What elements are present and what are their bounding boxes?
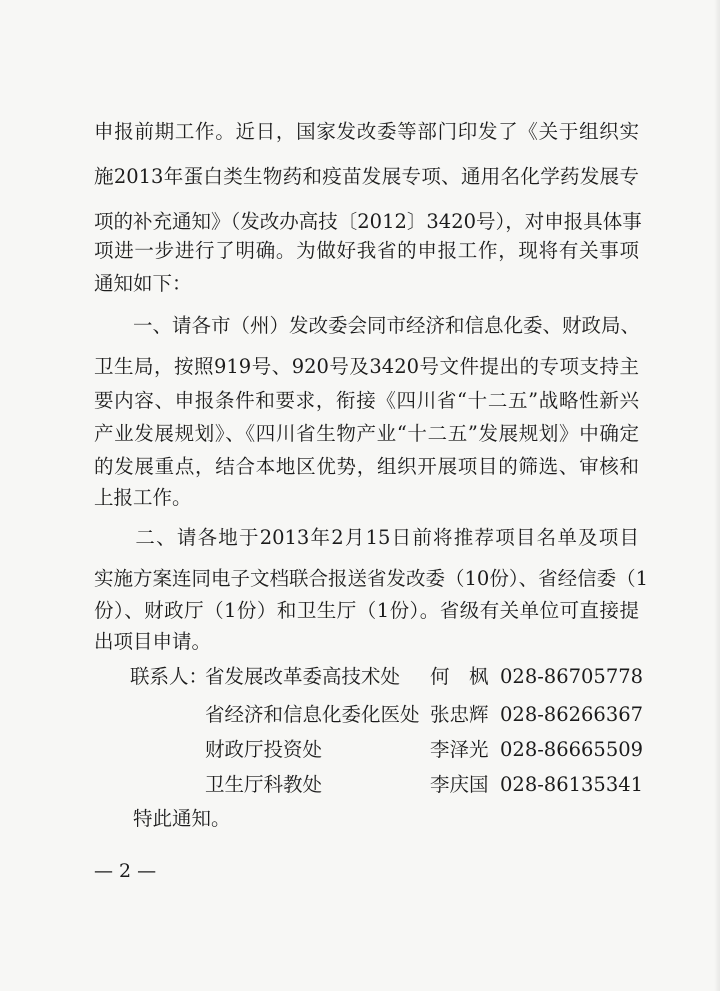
body-line: 份）、财政厅（1份）和卫生厅（1份）。省级有关单位可直接提 xyxy=(94,599,639,622)
body-line: 卫生局，按照919号、920号及3420号文件提出的专项支持主 xyxy=(94,355,639,378)
body-line: 申报前期工作。近日，国家发改委等部门印发了《关于组织实 xyxy=(94,120,639,143)
contact-name: 何 枫 xyxy=(430,665,489,688)
contact-department: 财政厅投资处 xyxy=(205,738,323,761)
contact-department: 省经济和信息化委化医处 xyxy=(205,703,420,726)
body-line: 实施方案连同电子文档联合报送省发改委（10份）、省经信委（1 xyxy=(94,567,648,590)
body-line: 通知如下： xyxy=(94,272,192,295)
body-line: 上报工作。 xyxy=(94,486,192,509)
body-line: 施2013年蛋白类生物药和疫苗发展专项、通用名化学药发展专 xyxy=(94,165,639,188)
closing-line: 特此通知。 xyxy=(94,807,231,830)
contact-phone: 028-86665509 xyxy=(500,738,644,761)
body-line: 要内容、申报条件和要求，衔接《四川省“十二五”战略性新兴 xyxy=(94,389,639,412)
contact-name: 李泽光 xyxy=(430,738,489,761)
contact-department: 省发展改革委高技术处 xyxy=(205,665,401,688)
page-number: — 2 — xyxy=(94,860,157,882)
body-line: 的发展重点，结合本地区优势，组织开展项目的筛选、审核和 xyxy=(94,455,639,478)
body-line: 二、请各地于2013年2月15日前将推荐项目名单及项目 xyxy=(94,526,639,549)
scan-edge-shadow xyxy=(714,0,720,991)
contact-label: 联系人： xyxy=(130,665,209,688)
contact-department: 卫生厅科教处 xyxy=(205,773,323,796)
contact-phone: 028-86266367 xyxy=(500,703,644,726)
contact-name: 李庆国 xyxy=(430,773,489,796)
contact-name: 张忠辉 xyxy=(430,703,489,726)
body-line: 出项目申请。 xyxy=(94,630,212,653)
body-line: 项的补充通知》（发改办高技〔2012〕3420号），对申报具体事 xyxy=(94,210,642,233)
contact-phone: 028-86135341 xyxy=(500,773,644,796)
body-line: 项进一步进行了明确。为做好我省的申报工作，现将有关事项 xyxy=(94,239,639,262)
contact-phone: 028-86705778 xyxy=(500,665,644,688)
body-line: 一、请各市（州）发改委会同市经济和信息化委、财政局、 xyxy=(94,314,641,337)
body-line: 产业发展规划》、《四川省生物产业“十二五”发展规划》中确定 xyxy=(94,422,639,445)
